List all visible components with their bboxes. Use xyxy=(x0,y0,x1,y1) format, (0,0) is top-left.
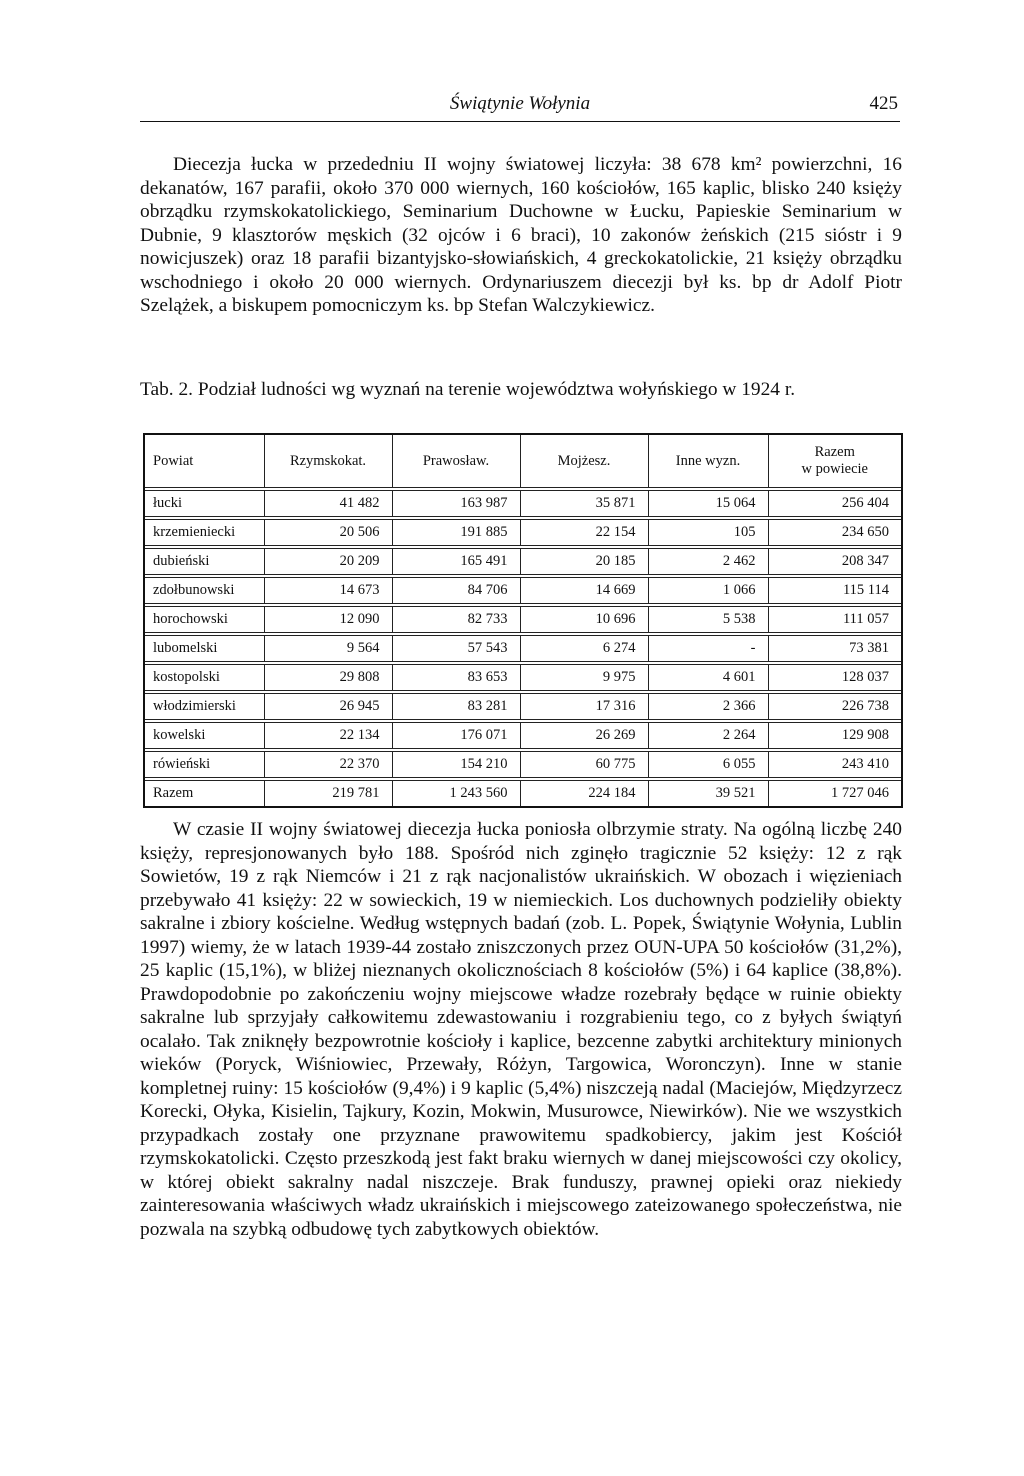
cell-mojzesz: 14 669 xyxy=(520,578,648,604)
cell-razem: 243 410 xyxy=(768,752,902,778)
cell-mojzesz: 224 184 xyxy=(520,781,648,808)
cell-mojzesz: 6 274 xyxy=(520,636,648,662)
cell-prawoslaw: 165 491 xyxy=(392,549,520,575)
table-row xyxy=(144,781,902,808)
cell-inne: 105 xyxy=(648,520,768,546)
table-row xyxy=(144,723,902,749)
cell-rzymskokat: 22 134 xyxy=(264,723,392,749)
col-header-powiat: Powiat xyxy=(144,434,264,488)
cell-powiat: horochowski xyxy=(144,607,264,633)
table-row xyxy=(144,665,902,691)
col-header-razem xyxy=(768,434,902,488)
running-title: Świątynie Wołynia xyxy=(449,93,591,114)
cell-mojzesz: 60 775 xyxy=(520,752,648,778)
cell-rzymskokat: 12 090 xyxy=(264,607,392,633)
cell-inne: 15 064 xyxy=(648,491,768,517)
cell-razem: 73 381 xyxy=(768,636,902,662)
cell-razem: 128 037 xyxy=(768,665,902,691)
cell-mojzesz: 20 185 xyxy=(520,549,648,575)
cell-inne: 5 538 xyxy=(648,607,768,633)
paragraph-text: W czasie II wojny światowej diecezja łucka poniosła olbrzymie straty. Na ogólną liczbę 240 księży, represjonowanych było 188. Spośród nich zginęło tragicznie 52 księży: 12 z rąk Sowietów, 19 z rąk Niemców i 21 z rąk nacjonalistów ukraińskich. W obozach i więzieniach przebywało 41 księży: 22 w sowieckich, 19 w niemieckich. Los duchownych podzieliły obiekty sakralne i zbiory kościelne. Według wstępnych badań (zob. L. Popek, Świątynie Wołynia, Lublin 1997) wiemy, że w latach 1939-44 zostało zniszczonych przez OUN-UPA 50 kościołów (31,2%), 25 kaplic (15,1%), w bliżej nieznanych okolicznościach 8 kościołów (5%) i 64 kaplice (38,8%). Prawdopodobnie po zakończeniu wojny miejscowe władze rozebrały będące w ruinie obiekty sakralne lub sprzyjały całkowitemu zdewastowaniu i rozgrabieniu tego, co z byłych świątyń ocalało. Tak zniknęły bezpowrotnie kościoły i kaplice, bezcenne zabytki architektury minionych wieków (Poryck, Wiśniowiec, Przewały, Różyn, Targowica, Woronczyn). Inne w stanie kompletnej ruiny: 15 kościołów (9,4%) i 9 kaplic (5,4%) niszczeją nadal (Maciejów, Międzyrzecz Korecki, Ołyka, Kisielin, Tajkury, Kozin, Mokwin, Musurowce, Niewirków). Nie we wszystkich przypadkach zostały one przyznane prawowitemu spadkobiercy, jakim jest Kościół rzymskokatolicki. Często przeszkodą jest fakt braku wiernych w danej miejscowości czy okolicy, w której obiekt sakralny nadal niszczeje. Brak funduszy, prawnej opieki oraz niekiedy zainteresowania właściwych władz ukraińskich i miejscowego zateizowanego społeczeństwa, nie pozwala na szybką odbudowę tych zabytkowych obiektów. xyxy=(140,819,902,1240)
table xyxy=(143,433,903,808)
cell-prawoslaw: 163 987 xyxy=(392,491,520,517)
cell-powiat: dubieński xyxy=(144,549,264,575)
cell-inne: 6 055 xyxy=(648,752,768,778)
cell-rzymskokat: 26 945 xyxy=(264,694,392,720)
cell-powiat: lubomelski xyxy=(144,636,264,662)
cell-prawoslaw: 176 071 xyxy=(392,723,520,749)
running-header xyxy=(140,93,900,122)
cell-inne: 4 601 xyxy=(648,665,768,691)
cell-powiat: zdołbunowski xyxy=(144,578,264,604)
cell-powiat: Razem xyxy=(144,781,264,808)
cell-razem: 111 057 xyxy=(768,607,902,633)
table-caption: Tab. 2. Podział ludności wg wyznań na terenie województwa wołyńskiego w 1924 r. xyxy=(140,379,796,400)
cell-razem: 234 650 xyxy=(768,520,902,546)
cell-mojzesz: 35 871 xyxy=(520,491,648,517)
cell-powiat: rówieński xyxy=(144,752,264,778)
cell-powiat: kowelski xyxy=(144,723,264,749)
cell-prawoslaw: 82 733 xyxy=(392,607,520,633)
cell-prawoslaw: 57 543 xyxy=(392,636,520,662)
cell-razem: 129 908 xyxy=(768,723,902,749)
cell-prawoslaw: 84 706 xyxy=(392,578,520,604)
cell-rzymskokat: 9 564 xyxy=(264,636,392,662)
col-header-inne: Inne wyzn. xyxy=(648,434,768,488)
cell-powiat: łucki xyxy=(144,491,264,517)
cell-mojzesz: 9 975 xyxy=(520,665,648,691)
table-row xyxy=(144,549,902,575)
cell-rzymskokat: 41 482 xyxy=(264,491,392,517)
cell-mojzesz: 17 316 xyxy=(520,694,648,720)
table-row xyxy=(144,491,902,517)
cell-rzymskokat: 29 808 xyxy=(264,665,392,691)
cell-inne: 2 264 xyxy=(648,723,768,749)
table-row xyxy=(144,694,902,720)
col-header-razem-line2: w powiecie xyxy=(801,461,868,477)
table-row xyxy=(144,607,902,633)
table-row xyxy=(144,636,902,662)
cell-powiat: kostopolski xyxy=(144,665,264,691)
cell-inne: 1 066 xyxy=(648,578,768,604)
cell-prawoslaw: 83 653 xyxy=(392,665,520,691)
col-header-mojzesz: Mojżesz. xyxy=(520,434,648,488)
cell-prawoslaw: 83 281 xyxy=(392,694,520,720)
cell-inne: 39 521 xyxy=(648,781,768,808)
cell-rzymskokat: 14 673 xyxy=(264,578,392,604)
table-row xyxy=(144,578,902,604)
col-header-prawoslaw: Prawosław. xyxy=(392,434,520,488)
table-header-row xyxy=(144,434,902,488)
col-header-razem-line1: Razem xyxy=(814,444,855,460)
cell-prawoslaw: 1 243 560 xyxy=(392,781,520,808)
cell-rzymskokat: 20 506 xyxy=(264,520,392,546)
paragraph-war-losses xyxy=(140,818,902,1241)
cell-mojzesz: 22 154 xyxy=(520,520,648,546)
cell-mojzesz: 10 696 xyxy=(520,607,648,633)
cell-razem: 208 347 xyxy=(768,549,902,575)
cell-razem: 226 738 xyxy=(768,694,902,720)
cell-inne: - xyxy=(648,636,768,662)
cell-inne: 2 366 xyxy=(648,694,768,720)
population-table xyxy=(143,433,901,808)
table-body xyxy=(144,488,902,808)
cell-razem: 256 404 xyxy=(768,491,902,517)
col-header-rzymskokat: Rzymskokat. xyxy=(264,434,392,488)
cell-rzymskokat: 20 209 xyxy=(264,549,392,575)
cell-rzymskokat: 22 370 xyxy=(264,752,392,778)
cell-razem: 1 727 046 xyxy=(768,781,902,808)
paragraph-diocese-before-war xyxy=(140,153,902,318)
paragraph-text: Diecezja łucka w przededniu II wojny światowej liczyła: 38 678 km² powierzchni, 16 dekanatów, 167 parafii, około 370 000 wiernych, 160 kościołów, 165 kaplic, blisko 240 księży obrządku rzymskokatolickiego, Seminarium Duchowne w Łucku, Papieskie Seminarium w Dubnie, 9 klasztorów męskich (32 ojców i 6 braci), 10 zakonów żeńskich (215 sióstr i 9 nowicjuszek) oraz 18 parafii bizantyjsko-słowiańskich, 4 greckokatolickie, 21 księży obrządku wschodniego i około 20 000 wiernych. Ordynariuszem diecezji był ks. bp dr Adolf Piotr Szelążek, a biskupem pomocniczym ks. bp Stefan Walczykiewicz. xyxy=(140,154,902,316)
table-row xyxy=(144,752,902,778)
cell-powiat: krzemieniecki xyxy=(144,520,264,546)
cell-razem: 115 114 xyxy=(768,578,902,604)
table-row xyxy=(144,520,902,546)
cell-rzymskokat: 219 781 xyxy=(264,781,392,808)
cell-prawoslaw: 191 885 xyxy=(392,520,520,546)
cell-inne: 2 462 xyxy=(648,549,768,575)
cell-mojzesz: 26 269 xyxy=(520,723,648,749)
cell-prawoslaw: 154 210 xyxy=(392,752,520,778)
cell-powiat: włodzimierski xyxy=(144,694,264,720)
page-number: 425 xyxy=(869,93,898,114)
